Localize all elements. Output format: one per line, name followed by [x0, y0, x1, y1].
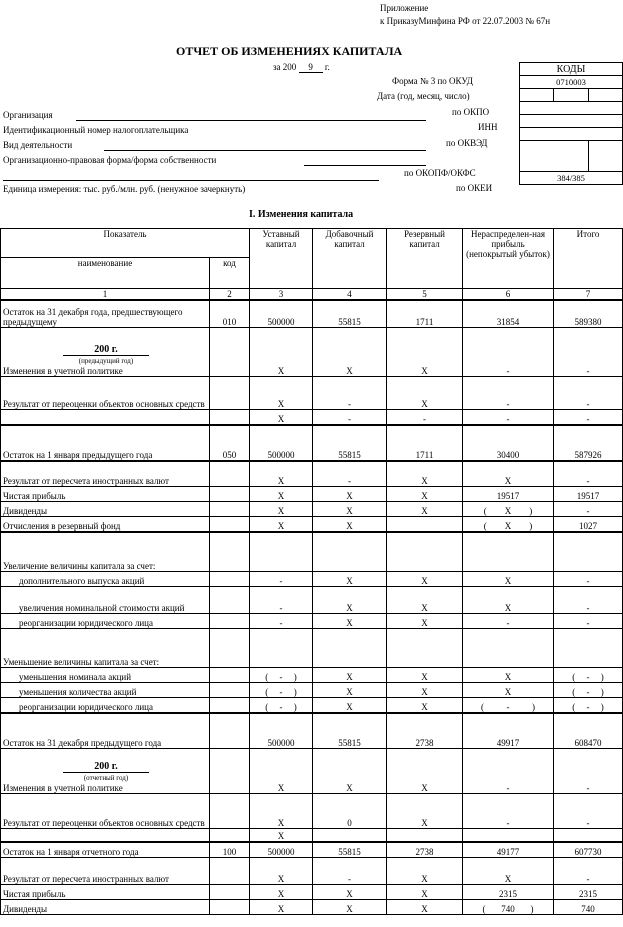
header-authorized-capital: Уставный капитал	[250, 229, 313, 289]
okfs-cell	[588, 141, 622, 172]
table-row	[1, 749, 623, 794]
row-value-col7: -	[554, 794, 623, 829]
table-row	[1, 425, 623, 461]
section-title: I. Изменения капитала	[249, 209, 354, 220]
row-code	[210, 749, 250, 794]
row-value-col6: 30400	[463, 425, 554, 461]
row-value-col4: Х	[313, 614, 387, 629]
appendix-line1: Приложение	[380, 3, 429, 13]
row-code	[210, 517, 250, 533]
unit-label: Единица измерения: тыс. руб./млн. руб. (ненужное зачеркнуть)	[3, 184, 246, 194]
okei-code: 384/385	[520, 172, 623, 185]
row-value-col3: 500000	[250, 713, 313, 749]
row-value-col4: Х	[313, 587, 387, 614]
row-name: Дивиденды	[1, 900, 210, 915]
row-value-col6: -	[463, 749, 554, 794]
row-name: Результат от переоценки объектов основных средств	[1, 377, 210, 410]
row-code	[210, 858, 250, 885]
row-code	[210, 377, 250, 410]
row-code	[210, 713, 250, 749]
row-value-col6: Х	[463, 461, 554, 487]
row-value-col3: Х	[250, 858, 313, 885]
row-value-col3: ( - )	[250, 698, 313, 714]
row-name: реорганизации юридического лица	[1, 698, 210, 714]
row-value-col4: Х	[313, 668, 387, 683]
row-value-col3: -	[250, 587, 313, 614]
row-value-col3: Х	[250, 410, 313, 426]
legal-form-line2	[3, 180, 379, 181]
row-name: Увеличение величины капитала за счет:	[1, 532, 210, 572]
row-name: Уменьшение величины капитала за счет:	[1, 629, 210, 668]
header-retained-earnings: Нераспределен-ная прибыль (непокрытый убыток)	[463, 229, 554, 289]
row-value-col7: -	[554, 749, 623, 794]
row-value-col3: Х	[250, 328, 313, 377]
row-value-col7: -	[554, 614, 623, 629]
row-name: Остаток на 1 января отчетного года	[1, 842, 210, 858]
row-value-col4: 55815	[313, 300, 387, 328]
row-value-col4: Х	[313, 885, 387, 900]
row-code	[210, 885, 250, 900]
table-row	[1, 532, 623, 572]
row-value-col6	[463, 532, 554, 572]
colnum-6: 6	[463, 289, 554, 301]
row-value-col3: Х	[250, 377, 313, 410]
row-name: Результат от пересчета иностранных валют	[1, 461, 210, 487]
row-value-col6: -	[463, 377, 554, 410]
okved-cell	[520, 128, 623, 141]
codes-header: КОДЫ	[520, 63, 623, 76]
row-value-col3: Х	[250, 900, 313, 915]
table-row	[1, 713, 623, 749]
colnum-5: 5	[387, 289, 463, 301]
colnum-4: 4	[313, 289, 387, 301]
row-value-col6: -	[463, 614, 554, 629]
row-value-col3: -	[250, 572, 313, 587]
table-row	[1, 885, 623, 900]
row-value-col3: Х	[250, 461, 313, 487]
row-code	[210, 668, 250, 683]
row-name: реорганизации юридического лица	[1, 614, 210, 629]
row-value-col5: 2738	[387, 842, 463, 858]
form-label: Форма № 3 по ОКУД	[392, 76, 473, 86]
row-value-col6: ( Х )	[463, 517, 554, 533]
period-prefix: за 200	[273, 62, 297, 72]
row-code: 010	[210, 300, 250, 328]
capital-changes-table	[0, 228, 623, 915]
header-total: Итого	[554, 229, 623, 289]
table-row	[1, 487, 623, 502]
table-row	[1, 328, 623, 377]
date-year-cell	[520, 89, 554, 102]
row-value-col5: Х	[387, 683, 463, 698]
row-value-col6: Х	[463, 587, 554, 614]
row-value-col4: 55815	[313, 713, 387, 749]
row-value-col6: Х	[463, 572, 554, 587]
row-value-col5: Х	[387, 885, 463, 900]
row-code	[210, 900, 250, 915]
row-code	[210, 614, 250, 629]
row-value-col5	[387, 629, 463, 668]
row-value-col5: Х	[387, 328, 463, 377]
okved-label: по ОКВЭД	[446, 138, 488, 148]
legal-form-label: Организационно-правовая форма/форма собственности	[3, 155, 217, 165]
org-label: Организация	[3, 110, 53, 120]
table-row	[1, 587, 623, 614]
row-value-col3: -	[250, 614, 313, 629]
row-value-col3: Х	[250, 885, 313, 900]
row-code	[210, 572, 250, 587]
table-row	[1, 668, 623, 683]
row-name	[1, 829, 210, 843]
row-code	[210, 502, 250, 517]
row-value-col5: 1711	[387, 425, 463, 461]
row-value-col6: Х	[463, 858, 554, 885]
row-value-col6: 49917	[463, 713, 554, 749]
legal-form-line	[304, 165, 426, 166]
colnum-1: 1	[1, 289, 210, 301]
table-row	[1, 829, 623, 843]
row-value-col5: Х	[387, 749, 463, 794]
row-name: Результат от пересчета иностранных валют	[1, 858, 210, 885]
row-value-col4	[313, 532, 387, 572]
row-code	[210, 410, 250, 426]
row-code: 100	[210, 842, 250, 858]
row-name: Чистая прибыль	[1, 487, 210, 502]
row-code	[210, 829, 250, 843]
row-code	[210, 629, 250, 668]
table-row	[1, 300, 623, 328]
row-value-col3: 500000	[250, 425, 313, 461]
row-code	[210, 328, 250, 377]
table-row	[1, 614, 623, 629]
row-value-col7: 608470	[554, 713, 623, 749]
row-value-col5: Х	[387, 794, 463, 829]
table-row	[1, 377, 623, 410]
row-value-col3: Х	[250, 794, 313, 829]
row-value-col3: 500000	[250, 300, 313, 328]
row-value-col4: Х	[313, 900, 387, 915]
header-indicator: Показатель	[1, 229, 250, 258]
row-value-col5: Х	[387, 858, 463, 885]
row-value-col7: 589380	[554, 300, 623, 328]
row-name: уменьшения номинала акций	[1, 668, 210, 683]
header-reserve-capital: Резервный капитал	[387, 229, 463, 289]
row-value-col4: Х	[313, 487, 387, 502]
activity-line	[104, 150, 426, 151]
period	[273, 62, 330, 73]
row-name: Чистая прибыль	[1, 885, 210, 900]
table-row	[1, 858, 623, 885]
row-value-col6: ( 740 )	[463, 900, 554, 915]
okei-label: по ОКЕИ	[456, 183, 493, 193]
row-value-col4: -	[313, 377, 387, 410]
row-name	[1, 749, 210, 794]
row-code	[210, 487, 250, 502]
org-line	[76, 120, 426, 121]
row-value-col5: Х	[387, 668, 463, 683]
row-value-col3	[250, 532, 313, 572]
row-value-col4: -	[313, 410, 387, 426]
row-value-col4: Х	[313, 749, 387, 794]
row-name: Остаток на 31 декабря года, предшествующего предыдущему	[1, 300, 210, 328]
row-value-col7	[554, 532, 623, 572]
codes-table	[519, 62, 623, 185]
row-value-col5: Х	[387, 614, 463, 629]
row-code: 050	[210, 425, 250, 461]
row-value-col7: 607730	[554, 842, 623, 858]
row-value-col5: 2738	[387, 713, 463, 749]
row-value-col6: -	[463, 794, 554, 829]
header-additional-capital: Добавочный капитал	[313, 229, 387, 289]
table-row	[1, 794, 623, 829]
row-value-col5: Х	[387, 502, 463, 517]
table-row	[1, 683, 623, 698]
table-row	[1, 698, 623, 714]
row-value-col5: Х	[387, 572, 463, 587]
year-note: (предыдущий год)	[78, 357, 134, 365]
row-value-col6: 31854	[463, 300, 554, 328]
row-name: Отчисления в резервный фонд	[1, 517, 210, 533]
table-row	[1, 517, 623, 533]
row-value-col7: -	[554, 502, 623, 517]
row-value-col7	[554, 829, 623, 843]
row-value-col5: -	[387, 410, 463, 426]
row-value-col5: 1711	[387, 300, 463, 328]
inn-label: ИНН	[478, 122, 498, 132]
row-value-col7: -	[554, 410, 623, 426]
row-value-col5: Х	[387, 461, 463, 487]
row-value-col7: ( - )	[554, 683, 623, 698]
date-label: Дата (год, месяц, число)	[377, 91, 470, 101]
year-note: (отчетный год)	[83, 774, 129, 782]
table-body	[1, 300, 623, 915]
row-code	[210, 461, 250, 487]
row-name: Остаток на 31 декабря предыдущего года	[1, 713, 210, 749]
row-value-col6: 49177	[463, 842, 554, 858]
row-value-col5	[387, 517, 463, 533]
header-code: код	[210, 258, 250, 289]
row-name: увеличения номинальной стоимости акций	[1, 587, 210, 614]
okpo-label: по ОКПО	[452, 107, 490, 117]
colnum-2: 2	[210, 289, 250, 301]
table-row	[1, 410, 623, 426]
inn-field-label: Идентификационный номер налогоплательщика	[3, 125, 189, 135]
report-title: ОТЧЕТ ОБ ИЗМЕНЕНИЯХ КАПИТАЛА	[176, 44, 403, 58]
row-value-col6: -	[463, 328, 554, 377]
row-name: Дивиденды	[1, 502, 210, 517]
row-value-col7: 2315	[554, 885, 623, 900]
row-value-col4: -	[313, 461, 387, 487]
row-value-col6: Х	[463, 683, 554, 698]
row-value-col3: Х	[250, 829, 313, 843]
row-name-text: Изменения в учетной политике	[3, 366, 123, 376]
period-year: 9	[299, 62, 323, 73]
row-value-col4: Х	[313, 517, 387, 533]
row-code	[210, 532, 250, 572]
table-row	[1, 842, 623, 858]
row-value-col7: -	[554, 858, 623, 885]
row-name	[1, 410, 210, 426]
row-value-col5: Х	[387, 587, 463, 614]
row-value-col7: ( - )	[554, 668, 623, 683]
row-value-col4: 55815	[313, 842, 387, 858]
row-value-col7: -	[554, 572, 623, 587]
header-name: наименование	[1, 258, 210, 289]
row-code	[210, 794, 250, 829]
row-value-col3: Х	[250, 502, 313, 517]
row-value-col7: 1027	[554, 517, 623, 533]
okpo-cell	[520, 102, 623, 115]
inn-cell	[520, 115, 623, 128]
table-row	[1, 502, 623, 517]
row-name: уменьшения количества акций	[1, 683, 210, 698]
row-value-col4: Х	[313, 683, 387, 698]
row-value-col7: 587926	[554, 425, 623, 461]
row-value-col3: 500000	[250, 842, 313, 858]
table-row	[1, 629, 623, 668]
row-value-col4: Х	[313, 572, 387, 587]
row-value-col3: Х	[250, 487, 313, 502]
row-value-col6: Х	[463, 668, 554, 683]
year-label: 200 г.	[63, 345, 149, 356]
table-row	[1, 900, 623, 915]
row-value-col5	[387, 532, 463, 572]
row-value-col6: 19517	[463, 487, 554, 502]
row-value-col6	[463, 829, 554, 843]
colnum-3: 3	[250, 289, 313, 301]
row-code	[210, 698, 250, 714]
period-suffix: г.	[324, 62, 330, 72]
row-value-col7: -	[554, 587, 623, 614]
row-value-col5: Х	[387, 698, 463, 714]
appendix-line2: к ПриказуМинфина РФ от 22.07.2003 № 67н	[380, 16, 551, 26]
row-value-col3: Х	[250, 517, 313, 533]
row-value-col4: 55815	[313, 425, 387, 461]
row-code	[210, 683, 250, 698]
table-row	[1, 461, 623, 487]
okopf-label: по ОКОПФ/ОКФС	[404, 168, 476, 178]
row-value-col5: Х	[387, 377, 463, 410]
row-code	[210, 587, 250, 614]
row-value-col5	[387, 829, 463, 843]
row-value-col4	[313, 629, 387, 668]
row-value-col5: Х	[387, 900, 463, 915]
okopf-cell	[520, 141, 589, 172]
row-name: Остаток на 1 января предыдущего года	[1, 425, 210, 461]
row-name: дополнительного выпуска акций	[1, 572, 210, 587]
row-value-col7: 19517	[554, 487, 623, 502]
row-value-col6: 2315	[463, 885, 554, 900]
row-value-col7: 740	[554, 900, 623, 915]
row-value-col7: -	[554, 328, 623, 377]
row-value-col4: Х	[313, 502, 387, 517]
row-value-col5: Х	[387, 487, 463, 502]
row-value-col6: -	[463, 410, 554, 426]
date-day-cell	[588, 89, 622, 102]
row-value-col7: -	[554, 377, 623, 410]
row-value-col4: -	[313, 858, 387, 885]
year-label: 200 г.	[63, 762, 149, 773]
row-name-text: Изменения в учетной политике	[3, 783, 123, 793]
row-value-col3: ( - )	[250, 683, 313, 698]
row-value-col6	[463, 629, 554, 668]
row-name	[1, 328, 210, 377]
row-value-col4	[313, 829, 387, 843]
activity-label: Вид деятельности	[3, 140, 73, 150]
row-value-col4: Х	[313, 328, 387, 377]
row-name: Результат от переоценки объектов основных средств	[1, 794, 210, 829]
row-value-col4: Х	[313, 698, 387, 714]
date-month-cell	[554, 89, 588, 102]
row-value-col7: ( - )	[554, 698, 623, 714]
row-value-col6: ( - )	[463, 698, 554, 714]
row-value-col7: -	[554, 461, 623, 487]
row-value-col3	[250, 629, 313, 668]
row-value-col6: ( Х )	[463, 502, 554, 517]
row-value-col3: Х	[250, 749, 313, 794]
colnum-7: 7	[554, 289, 623, 301]
row-value-col4: 0	[313, 794, 387, 829]
okud-code: 0710003	[520, 76, 623, 89]
row-value-col3: ( - )	[250, 668, 313, 683]
table-row	[1, 572, 623, 587]
row-value-col7	[554, 629, 623, 668]
